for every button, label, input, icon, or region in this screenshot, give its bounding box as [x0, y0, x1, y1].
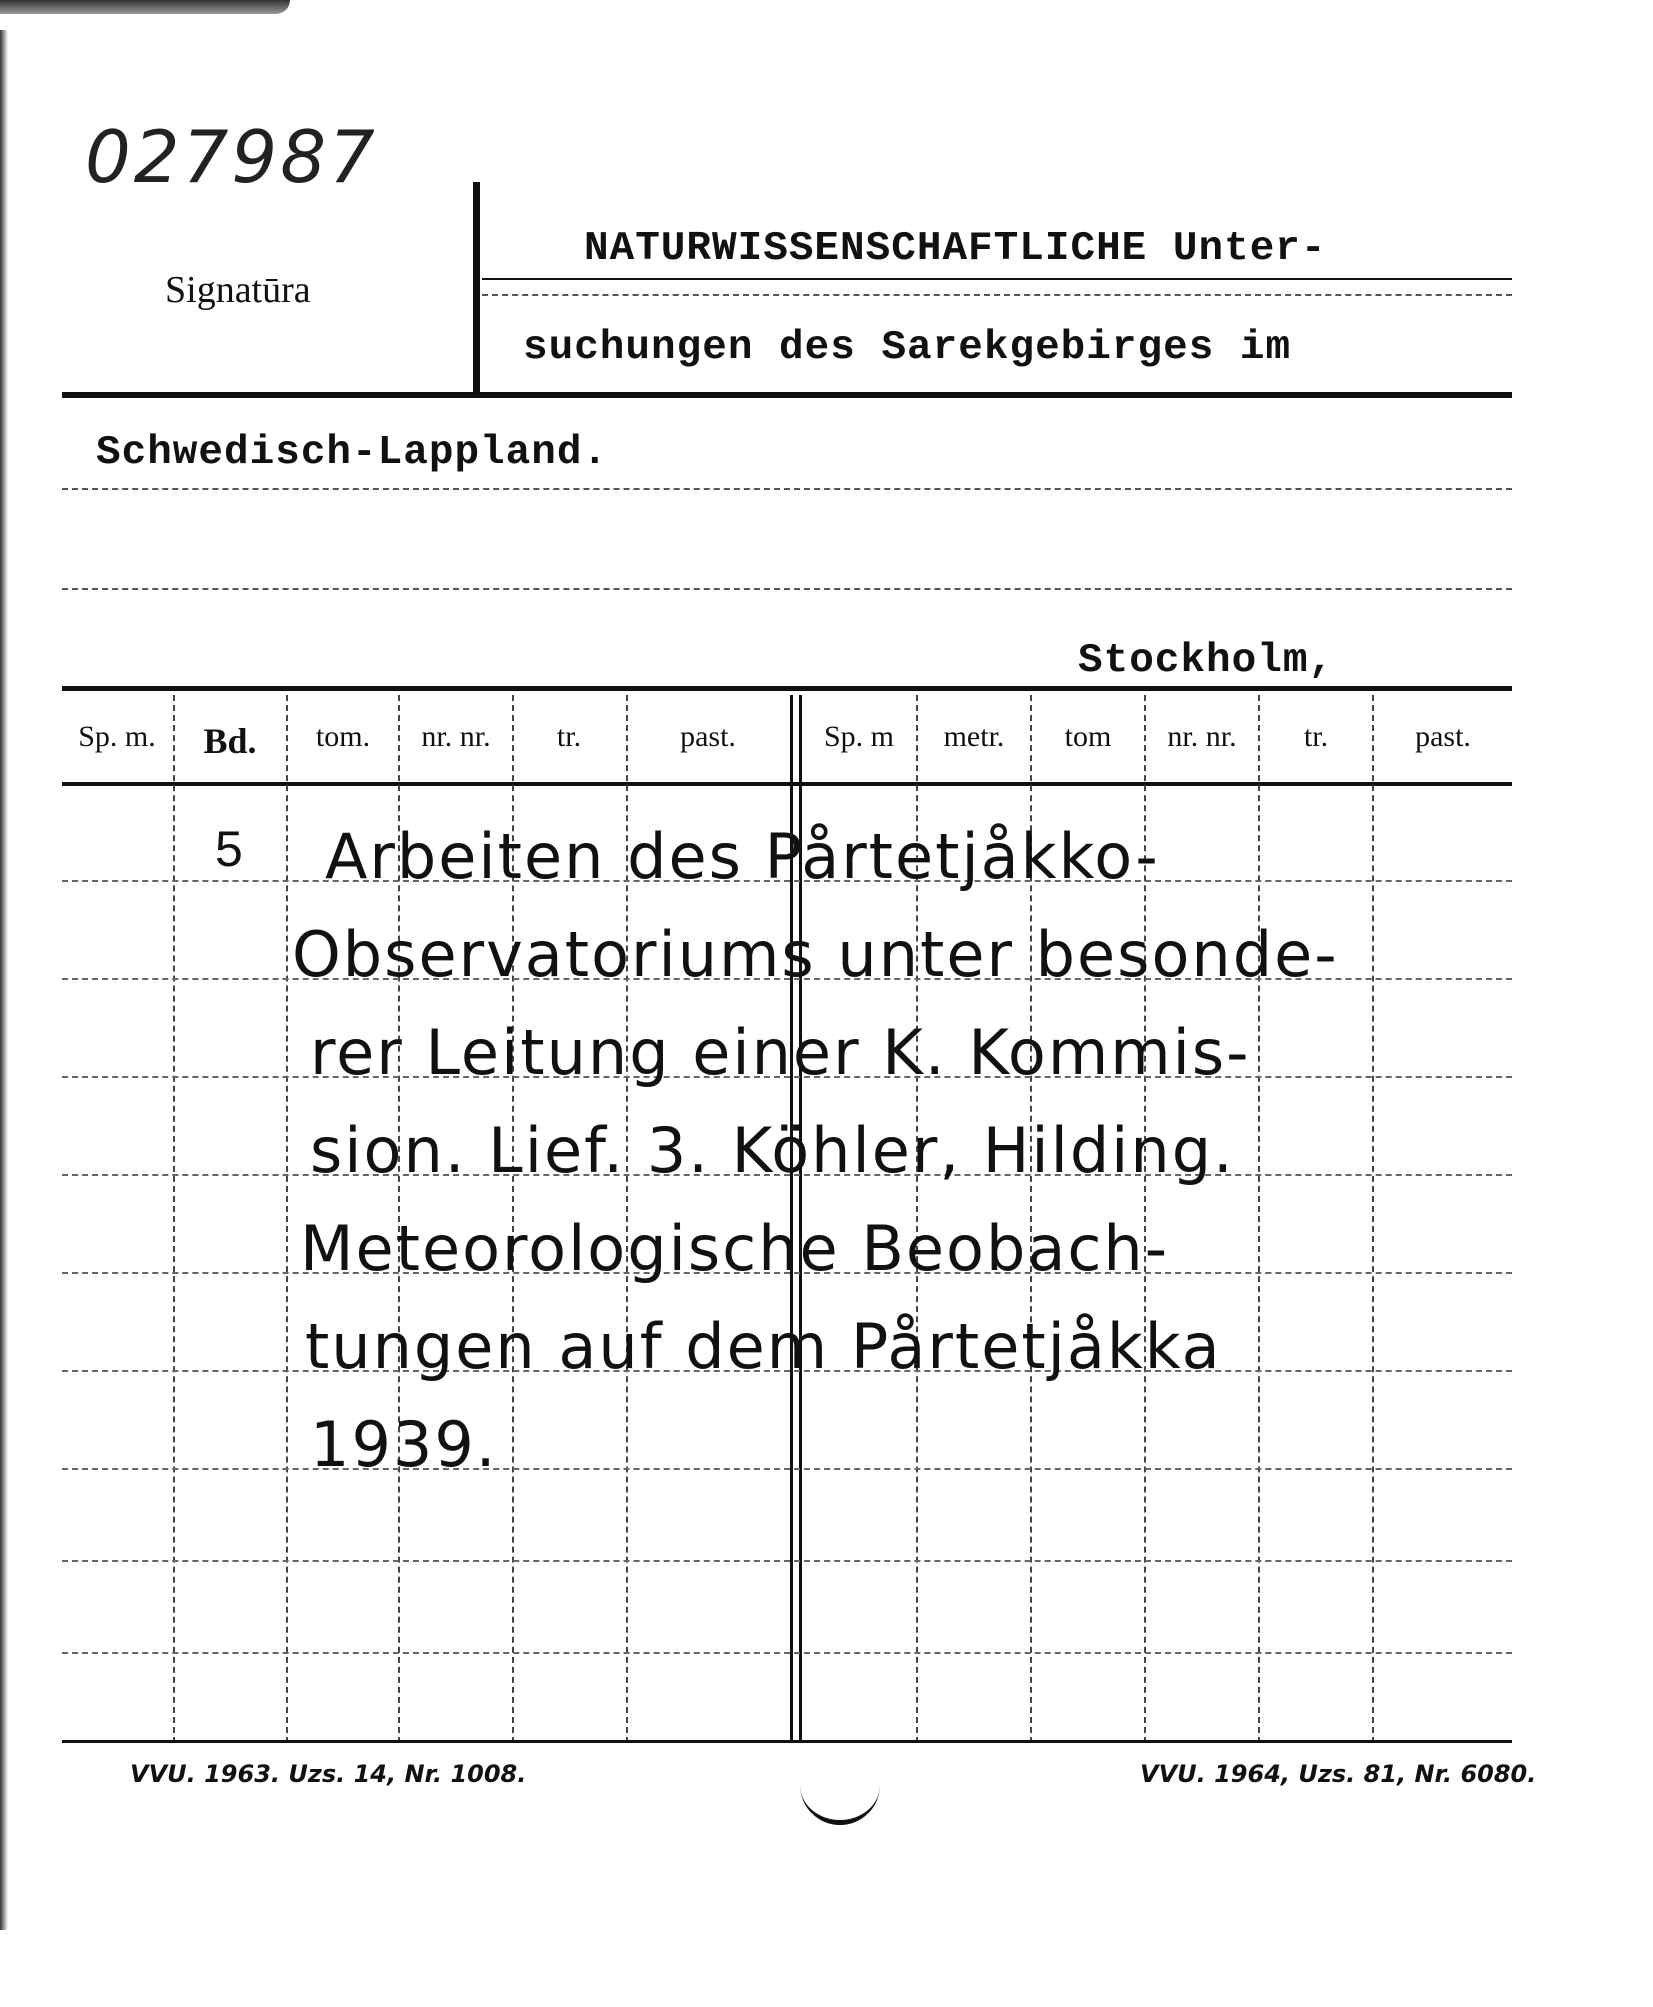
entry-line-1: Arbeiten des Pårtetjåkko-	[325, 820, 1160, 893]
title-line-2: suchungen des Sarekgebirges im	[523, 325, 1292, 371]
footnote-right: VVU. 1964, Uzs. 81, Nr. 6080.	[1140, 1760, 1537, 1788]
entry-line-5: Meteorologische Beobach-	[300, 1212, 1170, 1285]
title-dash-1	[482, 294, 1512, 296]
grid-column	[173, 695, 175, 1743]
grid-row	[62, 1468, 1512, 1470]
col-head-bd: Bd.	[203, 721, 257, 761]
entry-line-7: 1939.	[310, 1408, 498, 1481]
title-line-3: Schwedisch-Lappland.	[96, 430, 609, 476]
volume-number: 5	[215, 821, 243, 877]
title-line-1: NATURWISSENSCHAFTLICHE Unter-	[584, 226, 1327, 272]
col-head-tr-right: tr.	[1303, 720, 1329, 753]
col-head-tom: tom.	[315, 720, 371, 753]
entry-line-6: tungen auf dem Pårtetjåkka	[305, 1310, 1222, 1383]
place-of-publication: Stockholm,	[1078, 638, 1335, 684]
entry-line-4: sion. Lief. 3. Köhler, Hilding.	[310, 1114, 1235, 1187]
rule-line	[62, 588, 1512, 590]
col-head-past-right: past.	[1415, 720, 1471, 753]
catalog-number: 027987	[85, 115, 378, 199]
title-rule-1	[482, 278, 1512, 280]
grid-column	[286, 695, 288, 1743]
col-head-sp-m: Sp. m.	[78, 720, 156, 753]
header-divider	[473, 182, 480, 394]
entry-line-3: rer Leitung einer K. Kommis-	[310, 1016, 1251, 1089]
col-head-tom-right: tom	[1064, 720, 1112, 753]
grid-column	[1258, 695, 1260, 1743]
card-top-shadow	[0, 0, 290, 14]
card-left-shadow	[0, 30, 8, 1930]
grid-column	[1372, 695, 1374, 1743]
table-top-rule	[62, 686, 1512, 691]
grid-row	[62, 1652, 1512, 1654]
col-head-past: past.	[680, 720, 736, 753]
col-head-nr-nr: nr. nr.	[421, 720, 491, 753]
footnote-left: VVU. 1963. Uzs. 14, Nr. 1008.	[130, 1760, 527, 1788]
punch-hole-mark	[800, 1780, 880, 1825]
col-head-metr: metr.	[943, 720, 1005, 753]
col-head-nr-nr-right: nr. nr.	[1167, 720, 1237, 753]
col-head-sp-m-right: Sp. m	[823, 720, 895, 753]
table-bottom-rule	[62, 1740, 1512, 1743]
header-rule	[62, 392, 1512, 398]
rule-line	[62, 488, 1512, 490]
table-head-rule	[62, 782, 1512, 786]
entry-line-2: Observatoriums unter besonde-	[292, 918, 1339, 991]
grid-row	[62, 1560, 1512, 1562]
signatura-label: Signatūra	[165, 269, 311, 311]
col-head-tr: tr.	[556, 720, 582, 753]
